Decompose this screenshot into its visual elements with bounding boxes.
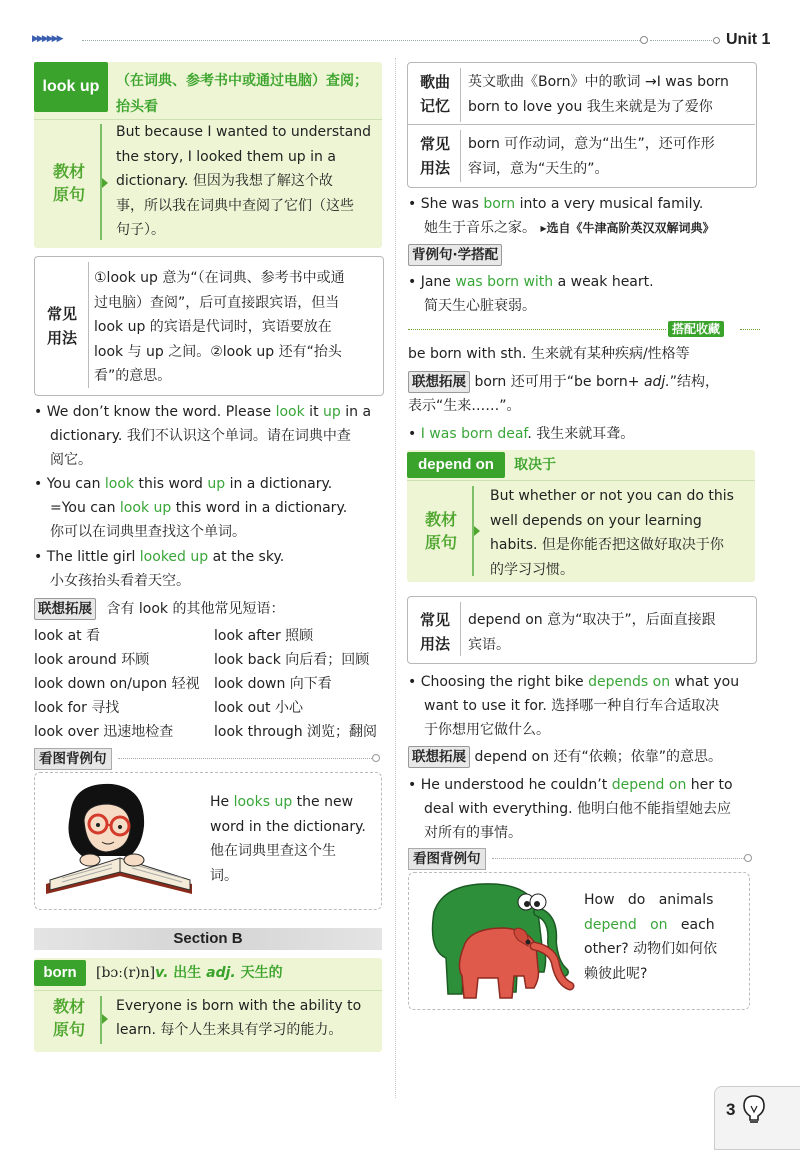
example-line: • The little girl looked up at the sky. <box>34 549 285 565</box>
usage-label-line2: 用法 <box>46 329 77 347</box>
text: what you <box>670 674 740 690</box>
girl-reading-illustration <box>42 776 202 900</box>
highlight: born <box>483 196 516 212</box>
phrase-item: look out 小心 <box>214 700 303 716</box>
text-line: look 与 up 之间。②look up 还有“抬头 <box>94 343 342 360</box>
look-up-textbook-text <box>116 120 374 243</box>
text: We don’t know the word. Please <box>46 404 276 420</box>
example-line: 于你想用它做什么。 <box>424 722 550 738</box>
look-up-textbook-label <box>46 160 92 206</box>
phrase-item: look back 向后看；回顾 <box>214 652 370 668</box>
unit-title: Unit 1 <box>726 31 771 48</box>
look-phrases-left <box>34 624 214 744</box>
extend-chip: 联想拓展 <box>408 371 470 393</box>
pic-line <box>210 790 370 815</box>
highlight: depend on <box>584 916 668 933</box>
pic-line: How do animals <box>584 892 714 908</box>
text-line: 英文歌曲《Born》中的歌词 →I was born <box>468 74 729 90</box>
header-divider-2 <box>650 40 712 41</box>
born-tag: born <box>34 960 86 986</box>
look-up-pic-title: 看图背例句 <box>34 748 112 770</box>
phrase-item: look around 环顾 <box>34 652 150 668</box>
highlight: look <box>275 404 305 420</box>
page-number: 3 <box>726 1100 736 1119</box>
text-line: 容词，意为“天生的”。 <box>468 160 609 177</box>
pos: v. <box>155 965 169 981</box>
text: 她生于音乐之家。 <box>424 220 536 236</box>
born-card-divider <box>34 990 382 991</box>
example-line: want to use it for. 选择哪一种自行车合适取决 <box>424 698 720 714</box>
depend-on-pic-dot <box>744 854 752 862</box>
text: Jane <box>420 274 456 290</box>
look-up-textbook-arrow-icon <box>102 178 108 188</box>
text: born 还可用于“be born+ <box>474 374 644 390</box>
recite-chip: 背例句·学搭配 <box>408 244 502 266</box>
textbook-label-line1: 教材 <box>424 510 457 529</box>
text-line: well depends on your learning <box>490 512 702 529</box>
lightbulb-icon <box>742 1094 766 1124</box>
depend-on-extend <box>408 746 722 768</box>
phrase-item: look at 看 <box>34 628 101 644</box>
highlight: up <box>207 476 226 492</box>
phrase-item: look through 浏览；翻阅 <box>214 724 378 740</box>
pic-line: 词。 <box>210 867 238 884</box>
text: into a very musical family. <box>515 196 704 212</box>
depend-on-pic-text <box>584 888 742 986</box>
meaning: 出生 <box>168 965 207 981</box>
phonetic: [bɔː(r)n] <box>96 965 156 981</box>
example-line: deal with everything. 他明白他不能指望她去应 <box>424 801 732 817</box>
phrase-item: look for 寻找 <box>34 700 120 716</box>
highlight: depends on <box>588 674 671 690</box>
text: adj. <box>643 374 670 390</box>
text-line: born to love you 我生来就是为了爱你 <box>468 98 713 115</box>
phrase-item: look over 迅速地检查 <box>34 724 174 740</box>
textbook-label-line2: 原句 <box>424 533 457 552</box>
text-line: look up 的宾语是代词时，宾语要放在 <box>94 319 332 335</box>
pic-line: 他在词典里查这个生 <box>210 843 336 859</box>
born-example-1 <box>408 192 758 240</box>
look-up-usage-text <box>94 266 374 389</box>
text: =You can <box>50 500 120 516</box>
text-line: born 可作动词，意为“出生”，还可作形 <box>468 136 715 152</box>
depend-on-example-2 <box>408 773 758 845</box>
born-textbook-arrow-icon <box>102 1014 108 1024</box>
text-line: But whether or not you can do this <box>490 488 734 504</box>
text: . 我生来就耳聋。 <box>527 426 635 442</box>
text: at the sky. <box>208 549 285 565</box>
textbook-label-line2: 原句 <box>52 185 85 204</box>
text-line: 宾语。 <box>468 636 510 653</box>
highlight: look <box>104 476 135 492</box>
born-example-2 <box>408 270 758 318</box>
depend-on-textbook-label <box>418 508 464 554</box>
born-song-text <box>468 70 748 119</box>
born-card-divider-2 <box>407 124 755 125</box>
text-line: dictionary. 但因为我想了解这个故 <box>116 173 333 189</box>
header-circle <box>713 37 720 44</box>
text: this word in a dictionary. <box>171 500 348 516</box>
text-line: 句子）。 <box>116 222 165 238</box>
example-line: • She was born into a very musical family. <box>408 196 704 212</box>
look-up-definition-2: 抬头看 <box>116 99 158 115</box>
depend-on-meaning: 取决于 <box>514 457 556 473</box>
text: in a <box>340 404 372 420</box>
example-line: 你可以在词典里查找这个单词。 <box>50 524 246 540</box>
depend-on-divider <box>407 480 755 481</box>
highlight: look up <box>119 500 172 516</box>
text: in a dictionary. <box>225 476 333 492</box>
elephants-illustration <box>414 872 584 1004</box>
born-textbook-label <box>46 995 92 1041</box>
look-up-example-1 <box>34 400 384 472</box>
text-line: Everyone is born with the ability to <box>116 998 362 1014</box>
look-up-pic-dot <box>372 754 380 762</box>
pic-line: word in the dictionary. <box>210 818 366 835</box>
text-line: 事，所以我在词典中查阅了它们（这些 <box>116 197 354 214</box>
textbook-label-line2: 原句 <box>52 1020 85 1039</box>
extend-chip: 联想拓展 <box>34 598 96 620</box>
example-line <box>408 216 758 240</box>
look-up-usage-bar <box>88 262 89 388</box>
collect-divider-2 <box>740 329 760 330</box>
text-line: 过电脑）查阅”，后可直接跟宾语，但当 <box>94 294 340 311</box>
header-divider <box>82 40 640 41</box>
text-line: 的学习习惯。 <box>490 561 574 578</box>
section-b-heading: Section B <box>34 928 382 950</box>
highlight: up <box>323 404 341 420</box>
pos: adj. <box>206 965 236 981</box>
header-arrows: ▶▶▶▶▶▶ <box>32 34 62 44</box>
highlight: looked up <box>139 549 209 565</box>
highlight: looks up <box>233 794 293 810</box>
text: a weak heart. <box>553 274 654 290</box>
song-label-line1: 歌曲 <box>419 73 450 91</box>
depend-on-usage-text <box>468 608 748 657</box>
born-recite-chip-wrap <box>408 244 502 266</box>
depend-on-usage-label <box>412 608 458 656</box>
meaning: 天生的 <box>235 965 283 981</box>
text-line: 看”的意思。 <box>94 368 172 384</box>
born-collocation: be born with sth. 生来就有某种疾病/性格等 <box>408 346 690 362</box>
textbook-label-line1: 教材 <box>52 162 85 181</box>
example-line: • We don’t know the word. Please look it up in a <box>34 404 372 420</box>
depend-on-tag: depend on <box>407 452 505 478</box>
pic-line: 赖彼此呢? <box>584 965 648 982</box>
text: He <box>210 794 234 810</box>
depend-on-pic-title: 看图背例句 <box>408 848 486 870</box>
source-note: ▸选自《牛津高阶英汉双解词典》 <box>540 221 715 235</box>
extend-chip: 联想拓展 <box>408 746 470 768</box>
extend-line: 表示“生来……”。 <box>408 398 521 414</box>
depend-on-usage-bar <box>460 602 461 656</box>
extend-line <box>408 370 758 394</box>
look-up-usage-label <box>40 302 84 350</box>
example-line: • He understood he couldn’t depend on her to <box>408 777 733 793</box>
header-dot <box>640 36 648 44</box>
extend-text: 含有 look 的其他常见短语： <box>106 601 285 617</box>
born-song-label <box>412 70 458 118</box>
depend-on-pic-line <box>492 858 744 859</box>
pic-line: other? 动物们如何依 <box>584 941 718 957</box>
highlight: was born <box>455 274 519 290</box>
text-line: habits. 但是你能否把这做好取决于你 <box>490 537 724 553</box>
example-line: 小女孩抬头看着天空。 <box>50 573 190 589</box>
highlight: with <box>523 274 554 290</box>
look-up-extend <box>34 598 284 620</box>
text: Choosing the right bike <box>420 674 589 690</box>
text: ”结构， <box>669 374 720 390</box>
depend-on-textbook-text <box>490 484 748 582</box>
text: The little girl <box>46 549 140 565</box>
born-usage-label <box>412 132 458 180</box>
text: this word <box>134 476 208 492</box>
text-line: learn. 每个人生来具有学习的能力。 <box>116 1022 343 1038</box>
example-line: • Jane was born with a weak heart. <box>408 274 654 290</box>
usage-label-line2: 用法 <box>419 635 450 653</box>
example-line <box>34 496 384 520</box>
extend-text: depend on 还有“依赖；依靠”的意思。 <box>474 749 723 765</box>
usage-label-line1: 常见 <box>419 135 450 153</box>
born-usage-text <box>468 132 748 181</box>
song-label-line2: 记忆 <box>419 97 450 115</box>
column-divider <box>395 58 396 1098</box>
text-line: ①look up 意为“（在词典、参考书中或通 <box>94 270 345 286</box>
text: the new <box>292 794 354 810</box>
example-line: 简天生心脏衰弱。 <box>424 298 536 314</box>
usage-label-line2: 用法 <box>419 159 450 177</box>
example-line: • You can look this word up in a dictionary. <box>34 476 333 492</box>
look-up-pic-line <box>118 758 372 759</box>
phrase-item: look down 向下看 <box>214 676 332 692</box>
born-song-bar <box>460 68 461 122</box>
text: each <box>667 916 715 933</box>
example-line: 阅它。 <box>50 452 92 468</box>
phrase-item: look after 照顾 <box>214 628 314 644</box>
text: You can <box>46 476 105 492</box>
text: She was <box>420 196 484 212</box>
look-up-pic-text <box>210 790 370 888</box>
text-line: But because I wanted to understand <box>116 124 371 140</box>
example-line: dictionary. 我们不认识这个单词。请在词典中查 <box>50 428 351 444</box>
text: it <box>304 404 324 420</box>
usage-label-line1: 常见 <box>419 611 450 629</box>
highlight: I was born deaf <box>420 426 528 442</box>
born-extend <box>408 370 758 418</box>
text-line: depend on 意为“取决于”，后面直接跟 <box>468 612 716 628</box>
phrase-item: look down on/upon 轻视 <box>34 676 200 692</box>
depend-on-textbook-arrow-icon <box>474 526 480 536</box>
example-line: • I was born deaf. 我生来就耳聋。 <box>408 426 635 442</box>
collect-label: 搭配收藏 <box>668 321 724 337</box>
look-phrases-right <box>214 624 384 744</box>
look-up-tag: look up <box>34 62 108 112</box>
collect-divider <box>408 329 666 330</box>
born-usage-bar <box>460 130 461 182</box>
highlight: depend on <box>611 777 687 793</box>
text-line: the story, I looked them up in a <box>116 148 336 165</box>
pic-line <box>584 913 742 938</box>
usage-label-line1: 常见 <box>46 305 77 323</box>
example-line: 对所有的事情。 <box>424 825 522 841</box>
text: her to <box>686 777 733 793</box>
depend-on-example-1 <box>408 670 758 742</box>
look-up-example-3 <box>34 545 384 593</box>
textbook-label-line1: 教材 <box>52 997 85 1016</box>
example-line: • Choosing the right bike depends on what you <box>408 674 740 690</box>
text: He understood he couldn’t <box>420 777 612 793</box>
born-definition <box>96 962 283 982</box>
born-textbook-text <box>116 994 376 1042</box>
born-example-3 <box>408 422 758 446</box>
look-up-example-2 <box>34 472 384 544</box>
look-up-definition-1: （在词典、参考书中或通过电脑）查阅； <box>116 73 368 89</box>
